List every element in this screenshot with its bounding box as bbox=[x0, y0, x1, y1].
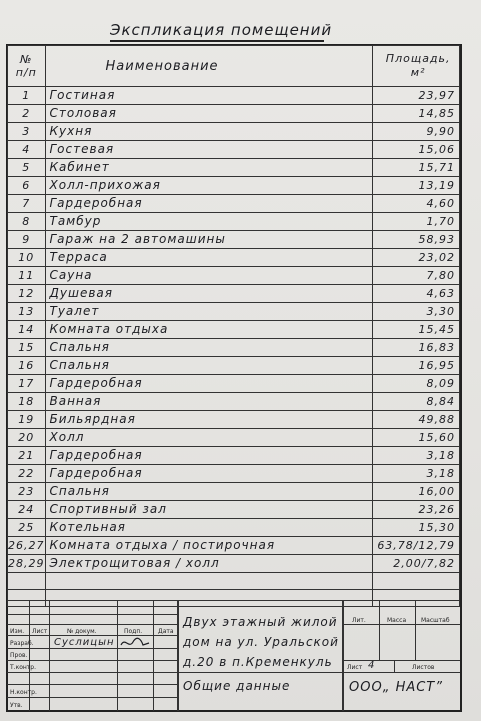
room-number: 4 bbox=[8, 141, 46, 159]
rooms-table bbox=[7, 45, 460, 607]
room-name: Спальня bbox=[45, 357, 373, 375]
header-name: Наименование bbox=[45, 46, 373, 87]
room-area: 63,78/12,79 bbox=[373, 537, 460, 555]
header-area-unit: м² bbox=[410, 66, 426, 79]
table-row bbox=[8, 195, 460, 213]
table-row bbox=[8, 519, 460, 537]
room-name: Гардеробная bbox=[45, 375, 373, 393]
room-name: Спальня bbox=[45, 483, 373, 501]
room-area: 15,06 bbox=[373, 141, 460, 159]
room-area: 15,71 bbox=[373, 159, 460, 177]
stamp-col-podp: Подп. bbox=[124, 628, 143, 635]
room-area: 23,02 bbox=[373, 249, 460, 267]
room-number: 6 bbox=[8, 177, 46, 195]
room-number: 9 bbox=[8, 231, 46, 249]
stamp-masshtab: Масштаб bbox=[421, 617, 450, 624]
stamp-razrab: Разраб. bbox=[10, 640, 34, 647]
room-number: 11 bbox=[8, 267, 46, 285]
table-row bbox=[8, 321, 460, 339]
stamp-col-docnum: № докум. bbox=[67, 628, 97, 635]
room-name: Бильярдная bbox=[45, 411, 373, 429]
room-area: 2,00/7,82 bbox=[373, 555, 460, 573]
room-number: 16 bbox=[8, 357, 46, 375]
room-name: Душевая bbox=[45, 285, 373, 303]
room-area: 3,30 bbox=[373, 303, 460, 321]
room-number: 25 bbox=[8, 519, 46, 537]
room-number: 10 bbox=[8, 249, 46, 267]
table-row bbox=[8, 357, 460, 375]
room-name: Кухня bbox=[45, 123, 373, 141]
room-number: 28,29 bbox=[8, 555, 46, 573]
room-area: 1,70 bbox=[373, 213, 460, 231]
stamp-prov: Пров. bbox=[10, 652, 28, 659]
room-name: Сауна bbox=[45, 267, 373, 285]
room-name: Холл-прихожая bbox=[45, 177, 373, 195]
room-name: Туалет bbox=[45, 303, 373, 321]
room-name: Гардеробная bbox=[45, 195, 373, 213]
project-line1: Двух этажный жилой bbox=[183, 615, 338, 629]
sheet-title: Экспликация помещений bbox=[110, 20, 324, 42]
room-number: 14 bbox=[8, 321, 46, 339]
room-area: 8,84 bbox=[373, 393, 460, 411]
table-header-row bbox=[8, 46, 460, 87]
table-row bbox=[8, 447, 460, 465]
room-name: Спальня bbox=[45, 339, 373, 357]
room-number: 22 bbox=[8, 465, 46, 483]
room-name: Ванная bbox=[45, 393, 373, 411]
room-number: 23 bbox=[8, 483, 46, 501]
room-name: Холл bbox=[45, 429, 373, 447]
room-number: 20 bbox=[8, 429, 46, 447]
room-name: Гараж на 2 автомашины bbox=[45, 231, 373, 249]
company-name: ООО„ НАСТ” bbox=[349, 680, 443, 695]
room-area: 49,88 bbox=[373, 411, 460, 429]
room-number: 7 bbox=[8, 195, 46, 213]
signature bbox=[119, 637, 151, 649]
room-name: Гостевая bbox=[45, 141, 373, 159]
table-row bbox=[8, 483, 460, 501]
title-block bbox=[7, 600, 460, 711]
room-name: Электрощитовая / холл bbox=[45, 555, 373, 573]
room-number: 1 bbox=[8, 87, 46, 105]
room-area: 8,09 bbox=[373, 375, 460, 393]
table-row bbox=[8, 555, 460, 573]
room-area: 15,60 bbox=[373, 429, 460, 447]
room-number: 21 bbox=[8, 447, 46, 465]
room-area: 16,83 bbox=[373, 339, 460, 357]
stamp-col-izm: Изм. bbox=[10, 628, 25, 635]
room-area: 3,18 bbox=[373, 447, 460, 465]
room-area: 9,90 bbox=[373, 123, 460, 141]
stamp-lit: Лит. bbox=[352, 617, 366, 624]
room-number: 15 bbox=[8, 339, 46, 357]
section-name: Общие данные bbox=[183, 679, 291, 693]
room-number: 18 bbox=[8, 393, 46, 411]
table-row bbox=[8, 285, 460, 303]
table-row bbox=[8, 105, 460, 123]
stamp-list-label: Лист bbox=[347, 664, 363, 671]
room-number: 8 bbox=[8, 213, 46, 231]
room-number: 24 bbox=[8, 501, 46, 519]
room-number: 19 bbox=[8, 411, 46, 429]
header-area-label: Площадь, bbox=[385, 52, 451, 65]
table-row bbox=[8, 213, 460, 231]
stamp-tkontr: Т.контр. bbox=[10, 664, 37, 671]
room-number: 26,27 bbox=[8, 537, 46, 555]
table-row bbox=[8, 249, 460, 267]
room-area: 23,97 bbox=[373, 87, 460, 105]
table-row bbox=[8, 123, 460, 141]
stamp-col-list: Лист bbox=[32, 628, 48, 635]
room-area: 15,45 bbox=[373, 321, 460, 339]
room-area: 16,95 bbox=[373, 357, 460, 375]
room-name: Комната отдыха bbox=[45, 321, 373, 339]
room-area: 16,00 bbox=[373, 483, 460, 501]
stamp-col-data: Дата bbox=[158, 628, 174, 635]
room-name: Комната отдыха / постирочная bbox=[45, 537, 373, 555]
table-row bbox=[8, 393, 460, 411]
room-number: 13 bbox=[8, 303, 46, 321]
empty-cell bbox=[8, 573, 46, 590]
room-area: 7,80 bbox=[373, 267, 460, 285]
table-row bbox=[8, 141, 460, 159]
stamp-author: Суслицын bbox=[54, 637, 115, 648]
room-number: 5 bbox=[8, 159, 46, 177]
empty-cell bbox=[45, 573, 373, 590]
room-area: 23,26 bbox=[373, 501, 460, 519]
room-number: 17 bbox=[8, 375, 46, 393]
table-row bbox=[8, 303, 460, 321]
table-row bbox=[8, 339, 460, 357]
room-name: Спортивный зал bbox=[45, 501, 373, 519]
room-name: Гардеробная bbox=[45, 447, 373, 465]
room-name: Кабинет bbox=[45, 159, 373, 177]
table-row bbox=[8, 465, 460, 483]
header-number-pp: п/п bbox=[15, 66, 37, 79]
table-row bbox=[8, 411, 460, 429]
header-area bbox=[373, 46, 460, 87]
room-name: Столовая bbox=[45, 105, 373, 123]
room-number: 3 bbox=[8, 123, 46, 141]
stamp-utv: Утв. bbox=[10, 702, 23, 709]
table-row bbox=[8, 177, 460, 195]
table-row bbox=[8, 501, 460, 519]
stamp-list-value: 4 bbox=[368, 660, 376, 671]
room-area: 3,18 bbox=[373, 465, 460, 483]
room-area: 14,85 bbox=[373, 105, 460, 123]
table-row bbox=[8, 267, 460, 285]
table-row bbox=[8, 537, 460, 555]
room-area: 4,63 bbox=[373, 285, 460, 303]
table-row bbox=[8, 429, 460, 447]
room-name: Гардеробная bbox=[45, 465, 373, 483]
room-name: Котельная bbox=[45, 519, 373, 537]
room-area: 13,19 bbox=[373, 177, 460, 195]
room-number: 2 bbox=[8, 105, 46, 123]
empty-row bbox=[8, 573, 460, 590]
project-line3: д.20 в п.Кременкуль bbox=[183, 655, 333, 669]
stamp-listov: Листов bbox=[412, 664, 435, 671]
table-row bbox=[8, 87, 460, 105]
stamp-nkontr: Н.контр. bbox=[10, 689, 37, 696]
room-area: 58,93 bbox=[373, 231, 460, 249]
room-name: Тамбур bbox=[45, 213, 373, 231]
empty-cell bbox=[373, 573, 460, 590]
room-number: 12 bbox=[8, 285, 46, 303]
room-name: Терраса bbox=[45, 249, 373, 267]
room-area: 15,30 bbox=[373, 519, 460, 537]
table-row bbox=[8, 159, 460, 177]
header-number bbox=[8, 46, 46, 87]
room-name: Гостиная bbox=[45, 87, 373, 105]
stamp-massa: Масса bbox=[387, 617, 407, 624]
table-row bbox=[8, 231, 460, 249]
room-area: 4,60 bbox=[373, 195, 460, 213]
header-number-sign: № bbox=[20, 53, 33, 66]
project-line2: дом на ул. Уральской bbox=[183, 635, 339, 649]
table-row bbox=[8, 375, 460, 393]
